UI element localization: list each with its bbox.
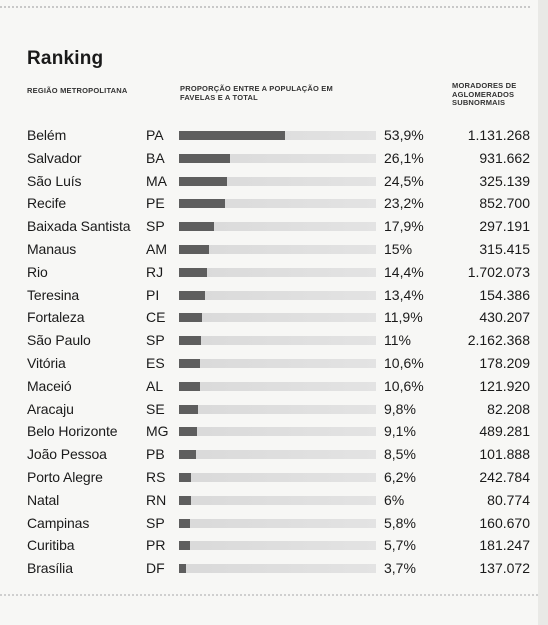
bar-track [179,336,376,345]
city-label: Salvador [27,149,82,166]
bar [179,313,202,322]
state-label: CE [146,309,166,326]
residents-value: 101.888 [479,446,530,463]
bar [179,450,196,459]
city-label: Belém [27,127,67,143]
bar [179,222,214,231]
table-row [0,512,548,535]
state-label: SP [146,332,165,349]
top-divider [0,6,530,8]
table-row [0,443,548,466]
bar-track [179,291,376,300]
city-label: Rio [27,263,48,280]
state-label: RS [146,468,166,485]
table-row [0,352,548,375]
table-row [0,398,548,421]
state-label: MG [146,423,169,440]
bar-track [179,450,376,459]
bar-track [179,405,376,414]
proportion-column-header: PROPORÇÃO ENTRE A POPULAÇÃO EM FAVELAS E A TOTAL [180,84,333,102]
state-label: ES [146,354,165,371]
percent-data-label: 11,9% [384,309,423,326]
percent-data-label: 10,6% [384,377,424,394]
bar [179,382,200,391]
bar [179,268,207,277]
state-label: SP [146,218,165,235]
percent-data-label: 3,7% [384,560,416,577]
bar [179,541,190,550]
percent-data-label: 6,2% [384,468,416,485]
table-row [0,192,548,215]
residents-value: 852.700 [479,195,530,212]
bar [179,405,198,414]
bar [179,564,186,573]
table-row [0,557,548,580]
bar [179,496,191,505]
table-row [0,420,548,443]
bar-track [179,154,376,163]
city-label: São Luís [27,172,82,189]
percent-data-label: 17,9% [384,218,424,235]
percent-data-label: 14,4% [384,263,424,280]
state-label: AM [146,240,167,257]
city-label: Curitiba [27,537,75,554]
bar-track [179,199,376,208]
percent-data-label: 9,8% [384,400,416,417]
bottom-divider [0,594,538,596]
bar [179,359,200,368]
residents-value: 154.386 [479,286,530,303]
city-label: Fortaleza [27,309,85,326]
residents-value: 489.281 [479,423,530,440]
residents-value: 121.920 [479,377,530,394]
city-label: João Pessoa [27,446,107,463]
residents-value: 181.247 [479,537,530,554]
bar [179,291,205,300]
city-label: Baixada Santista [27,218,131,235]
table-row [0,261,548,284]
residents-value: 1.131.268 [467,127,530,143]
bar-track [179,131,376,140]
table-row [0,215,548,238]
residents-value: 137.072 [479,560,530,577]
state-label: PA [146,127,164,143]
bar-track [179,496,376,505]
table-row [0,284,548,307]
residents-value: 931.662 [479,149,530,166]
bar [179,245,209,254]
bar-track [179,268,376,277]
state-label: SP [146,514,165,531]
residents-value: 430.207 [479,309,530,326]
residents-value: 325.139 [479,172,530,189]
bar-track [179,245,376,254]
bar [179,473,191,482]
percent-data-label: 8,5% [384,446,416,463]
percent-data-label: 5,7% [384,537,416,554]
residents-value: 1.702.073 [467,263,530,280]
table-row [0,170,548,193]
residents-value: 82.208 [487,400,530,417]
percent-data-label: 26,1% [384,149,424,166]
bar [179,519,190,528]
state-label: MA [146,172,167,189]
percent-data-label: 15% [384,240,413,257]
residents-value: 297.191 [479,218,530,235]
percent-data-label: 23,2% [384,195,424,212]
state-label: PI [146,286,160,303]
city-label: Belo Horizonte [27,423,118,440]
percent-data-label: 11% [384,332,411,349]
bar-track [179,177,376,186]
city-label: Natal [27,491,60,508]
bar [179,154,230,163]
percent-data-label: 24,5% [384,172,424,189]
state-label: PR [146,537,166,554]
city-label: Manaus [27,240,77,257]
percent-data-label: 5,8% [384,514,416,531]
percent-data-label: 53,9% [384,127,424,143]
table-row [0,489,548,512]
bar [179,131,285,140]
table-row [0,147,548,170]
residents-value: 80.774 [487,491,530,508]
city-label: Campinas [27,514,90,531]
state-label: PB [146,446,165,463]
state-label: BA [146,149,165,166]
state-label: PE [146,195,165,212]
city-label: Vitória [27,354,66,371]
table-row [0,375,548,398]
city-label: Teresina [27,286,80,303]
percent-data-label: 13,4% [384,286,424,303]
table-row [0,534,548,557]
bar-track [179,519,376,528]
bar-track [179,541,376,550]
residents-value: 242.784 [479,468,530,485]
residents-value: 178.209 [479,354,530,371]
ranking-rows [0,124,548,580]
city-label: Recife [27,195,67,212]
residents-value: 315.415 [479,240,530,257]
residents-value: 2.162.368 [467,332,530,349]
table-row [0,124,548,147]
city-label: São Paulo [27,332,91,349]
bar [179,177,227,186]
percent-data-label: 6% [384,491,405,508]
bar [179,336,201,345]
percent-data-label: 10,6% [384,354,424,371]
state-label: AL [146,377,164,394]
city-label: Brasília [27,560,73,577]
state-label: DF [146,560,165,577]
table-row [0,466,548,489]
bar [179,199,225,208]
state-label: SE [146,400,165,417]
residents-value: 160.670 [479,514,530,531]
bar-track [179,473,376,482]
table-row [0,238,548,261]
state-label: RJ [146,263,164,280]
state-label: RN [146,491,167,508]
city-label: Maceió [27,377,72,394]
chart-title: Ranking [27,48,104,69]
bar-track [179,359,376,368]
region-column-header: REGIÃO METROPOLITANA [27,86,128,95]
table-row [0,306,548,329]
bar-track [179,222,376,231]
bar-track [179,313,376,322]
table-row [0,329,548,352]
percent-data-label: 9,1% [384,423,416,440]
bar-track [179,564,376,573]
city-label: Aracaju [27,400,74,417]
bar [179,427,197,436]
city-label: Porto Alegre [27,468,103,485]
bar-track [179,427,376,436]
residents-column-header: MORADORES DE AGLOMERADOS SUBNORMAIS [452,81,517,107]
bar-track [179,382,376,391]
